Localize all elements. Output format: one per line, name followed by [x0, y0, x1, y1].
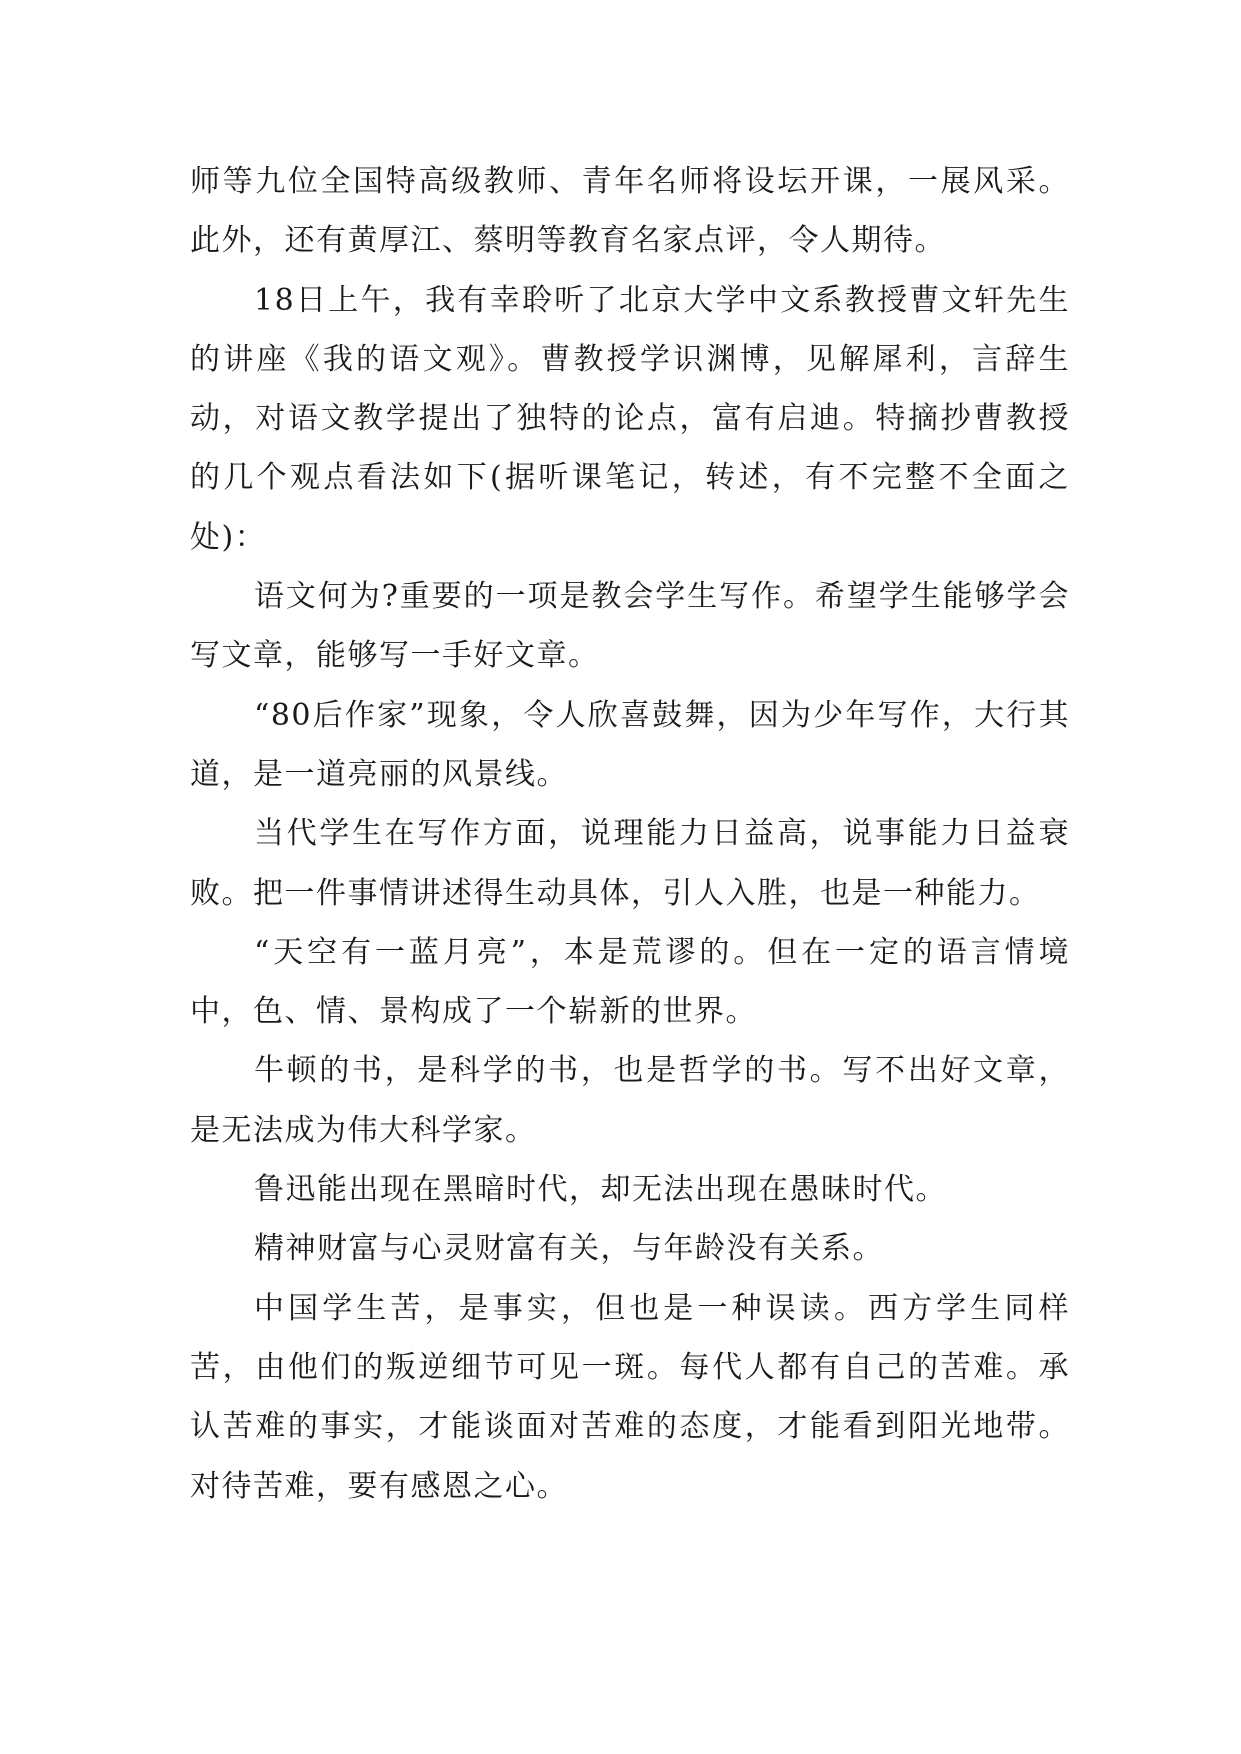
paragraph: “天空有一蓝月亮”，本是荒谬的。但在一定的语言情境中，色、情、景构成了一个崭新的世界。	[190, 934, 1070, 1030]
document-body	[190, 152, 1070, 1516]
paragraph: 18日上午，我有幸聆听了北京大学中文系教授曹文轩先生的讲座《我的语文观》。曹教授学识渊博，见解犀利，言辞生动，对语文教学提出了独特的论点，富有启迪。特摘抄曹教授的几个观点看法如下(据听课笔记，转述，有不完整不全面之处)：	[190, 282, 1070, 555]
paragraph: “80后作家”现象，令人欣喜鼓舞，因为少年写作，大行其道，是一道亮丽的风景线。	[190, 697, 1070, 792]
paragraph: 鲁迅能出现在黑暗时代，却无法出现在愚昧时代。	[254, 1172, 947, 1208]
paragraph: 精神财富与心灵财富有关，与年龄没有关系。	[254, 1231, 884, 1267]
paragraph-continuation: 师等九位全国特高级教师、青年名师将设坛开课，一展风采。此外，还有黄厚江、蔡明等教育名家点评，令人期待。	[190, 164, 1070, 259]
paragraph: 当代学生在写作方面，说理能力日益高，说事能力日益衰败。把一件事情讲述得生动具体，引人入胜，也是一种能力。	[190, 816, 1070, 911]
paragraph: 中国学生苦，是事实，但也是一种误读。西方学生同样苦，由他们的叛逆细节可见一斑。每代人都有自己的苦难。承认苦难的事实，才能谈面对苦难的态度，才能看到阳光地带。对待苦难，要有感恩之心。	[190, 1290, 1070, 1504]
paragraph: 牛顿的书，是科学的书，也是哲学的书。写不出好文章，是无法成为伟大科学家。	[190, 1053, 1070, 1148]
paragraph: 语文何为?重要的一项是教会学生写作。希望学生能够学会写文章，能够写一手好文章。	[190, 579, 1070, 674]
